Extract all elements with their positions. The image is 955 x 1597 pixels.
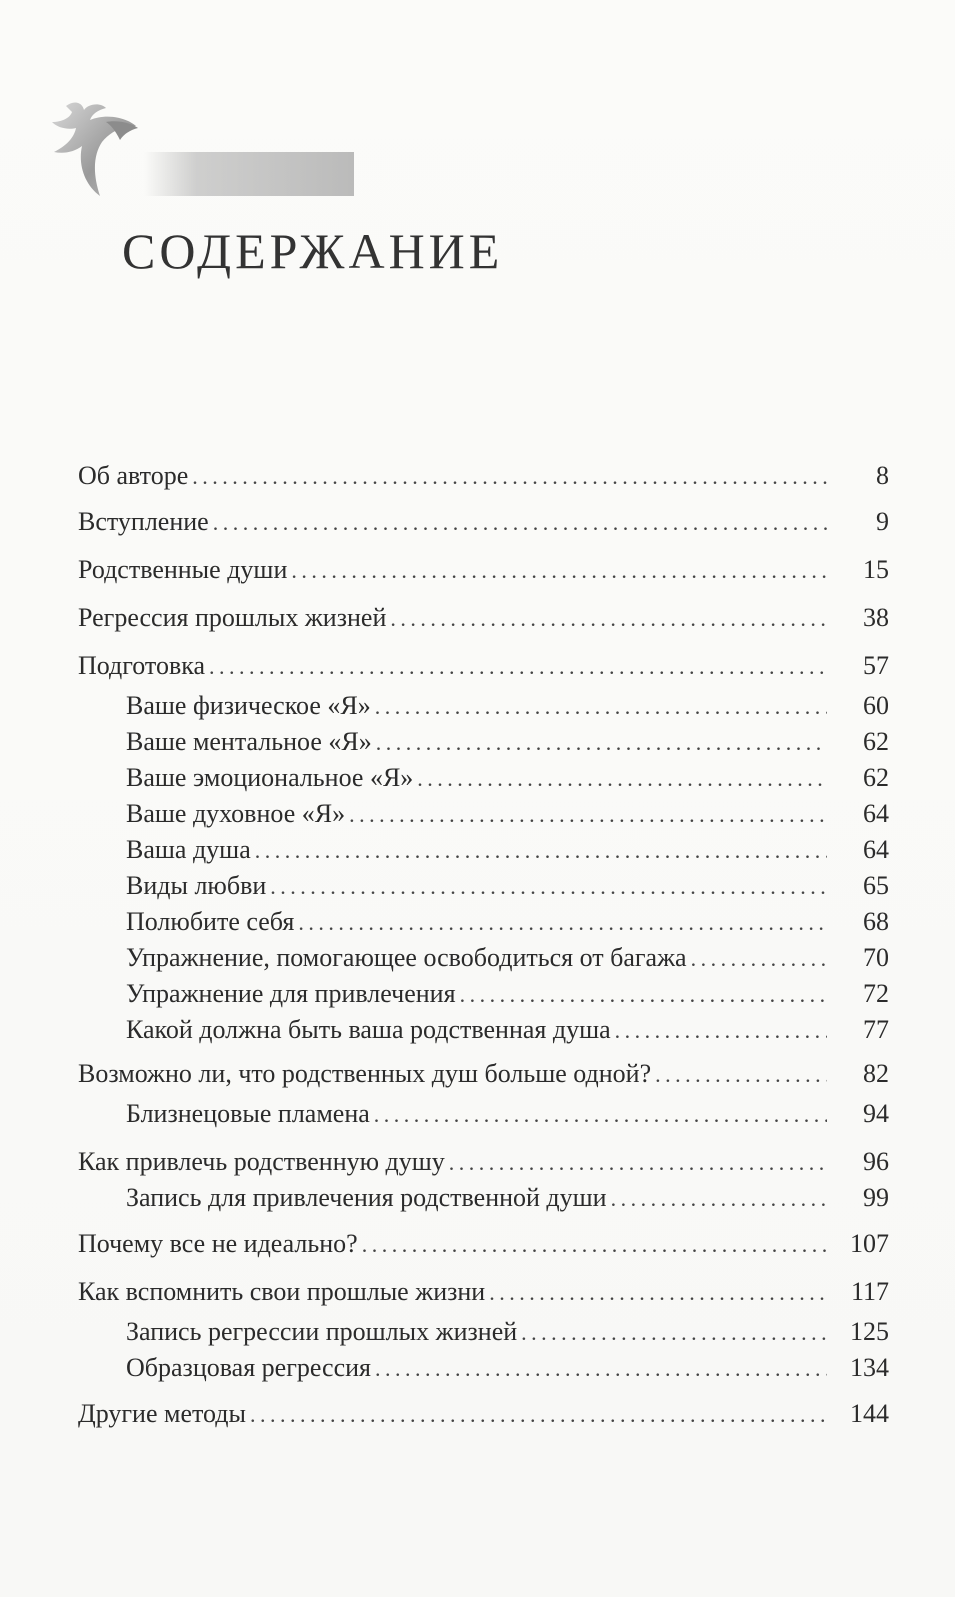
toc-entry — [126, 1182, 889, 1214]
toc-page-number: 125 — [850, 1317, 889, 1346]
toc-entry — [78, 1398, 889, 1430]
toc-entry — [78, 1228, 889, 1260]
header-ornament — [44, 92, 354, 212]
toc-leader-dots — [489, 1277, 827, 1309]
toc-leader-dots — [615, 1015, 827, 1047]
toc-entry-title: Ваше физическое «Я» — [126, 691, 371, 720]
toc-entry — [126, 906, 889, 938]
toc-leader-dots — [375, 1353, 827, 1385]
toc-page-number: 65 — [863, 871, 889, 900]
toc-entry-title: Вступление — [78, 507, 209, 536]
toc-leader-dots — [460, 979, 827, 1011]
toc-leader-dots — [521, 1317, 827, 1349]
toc-leader-dots — [376, 727, 827, 759]
toc-entry — [126, 1352, 889, 1384]
toc-page-number: 94 — [863, 1099, 889, 1128]
toc-page-number: 70 — [863, 943, 889, 972]
toc-entry-title: Другие методы — [78, 1399, 246, 1428]
toc-leader-dots — [691, 943, 827, 975]
toc-leader-dots — [270, 871, 827, 903]
toc-page-number: 64 — [863, 835, 889, 864]
toc-leader-dots — [417, 763, 827, 795]
toc-entry-title: Регрессия прошлых жизней — [78, 603, 387, 632]
toc-leader-dots — [390, 603, 827, 635]
toc-entry — [78, 1146, 889, 1178]
swallow-bird-icon — [44, 92, 174, 212]
toc-leader-dots — [362, 1229, 827, 1261]
toc-page-number: 62 — [863, 727, 889, 756]
toc-leader-dots — [349, 799, 827, 831]
toc-entry-title: Подготовка — [78, 651, 206, 680]
toc-page-number: 96 — [863, 1147, 889, 1176]
toc-entry-title: Запись регрессии прошлых жизней — [126, 1317, 518, 1346]
toc-entry-title: Виды любви — [126, 871, 267, 900]
toc-entry — [126, 870, 889, 902]
toc-entry-title: Ваше эмоциональное «Я» — [126, 763, 414, 792]
page-title: СОДЕРЖАНИЕ — [122, 223, 504, 279]
toc-page-number: 117 — [850, 1277, 889, 1306]
toc-entry-title: Ваше духовное «Я» — [126, 799, 346, 828]
toc-page-number: 134 — [850, 1353, 889, 1382]
toc-entry — [78, 554, 889, 586]
ornament-gray-bar — [144, 152, 354, 196]
toc-page-number: 62 — [863, 763, 889, 792]
toc-entry — [126, 798, 889, 830]
toc-page-number: 8 — [876, 461, 889, 490]
toc-entry-title: Возможно ли, что родственных душ больше одной? — [78, 1059, 652, 1088]
toc-page-number: 60 — [863, 691, 889, 720]
toc-leader-dots — [375, 691, 827, 723]
toc-leader-dots — [192, 461, 827, 493]
toc-leader-dots — [255, 835, 827, 867]
toc-leader-dots — [298, 907, 827, 939]
toc-entry-title: Какой должна быть ваша родственная душа — [126, 1015, 611, 1044]
toc-entry — [78, 1058, 889, 1090]
toc-page-number: 38 — [863, 603, 889, 632]
toc-entry-title: Близнецовые пламена — [126, 1099, 370, 1128]
toc-entry-title: Запись для привлечения родственной души — [126, 1183, 607, 1212]
toc-entry — [78, 602, 889, 634]
toc-leader-dots — [213, 507, 827, 539]
toc-page-number: 82 — [863, 1059, 889, 1088]
toc-page-number: 9 — [876, 507, 889, 536]
toc-entry-title: Родственные души — [78, 555, 288, 584]
toc-entry — [126, 690, 889, 722]
toc-entry — [78, 506, 889, 538]
toc-entry-title: Об авторе — [78, 461, 189, 490]
toc-page-number: 107 — [850, 1229, 889, 1258]
toc-entry — [78, 1276, 889, 1308]
toc-entry — [126, 1014, 889, 1046]
toc-page-number: 68 — [863, 907, 889, 936]
toc-page-number: 64 — [863, 799, 889, 828]
toc-page-number: 72 — [863, 979, 889, 1008]
toc-page-number: 15 — [863, 555, 889, 584]
toc-leader-dots — [611, 1183, 827, 1215]
toc-page-number: 57 — [863, 651, 889, 680]
toc-entry — [126, 726, 889, 758]
toc-entry-title: Упражнение для привлечения — [126, 979, 456, 1008]
toc-leader-dots — [374, 1099, 827, 1131]
toc-entry — [126, 978, 889, 1010]
toc-entry-title: Упражнение, помогающее освободиться от багажа — [126, 943, 687, 972]
toc-entry — [126, 1316, 889, 1348]
toc-entry — [126, 762, 889, 794]
toc-leader-dots — [655, 1059, 827, 1091]
toc-page-number: 99 — [863, 1183, 889, 1212]
toc-leader-dots — [449, 1147, 827, 1179]
toc-entry — [126, 942, 889, 974]
toc-entry-title: Почему все не идеально? — [78, 1229, 358, 1258]
toc-page-number: 144 — [850, 1399, 889, 1428]
toc-entry — [126, 1098, 889, 1130]
toc-leader-dots — [250, 1399, 827, 1431]
toc-entry-title: Образцовая регрессия — [126, 1353, 372, 1382]
toc-entry-title: Полюбите себя — [126, 907, 295, 936]
toc-leader-dots — [209, 651, 827, 683]
toc-entry — [78, 650, 889, 682]
toc-entry — [126, 834, 889, 866]
toc-entry-title: Ваше ментальное «Я» — [126, 727, 372, 756]
toc-page-number: 77 — [863, 1015, 889, 1044]
toc-entry — [78, 460, 889, 492]
toc-entry-title: Ваша душа — [126, 835, 251, 864]
toc-entry-title: Как привлечь родственную душу — [78, 1147, 445, 1176]
toc-leader-dots — [291, 555, 827, 587]
toc-entry-title: Как вспомнить свои прошлые жизни — [78, 1277, 486, 1306]
